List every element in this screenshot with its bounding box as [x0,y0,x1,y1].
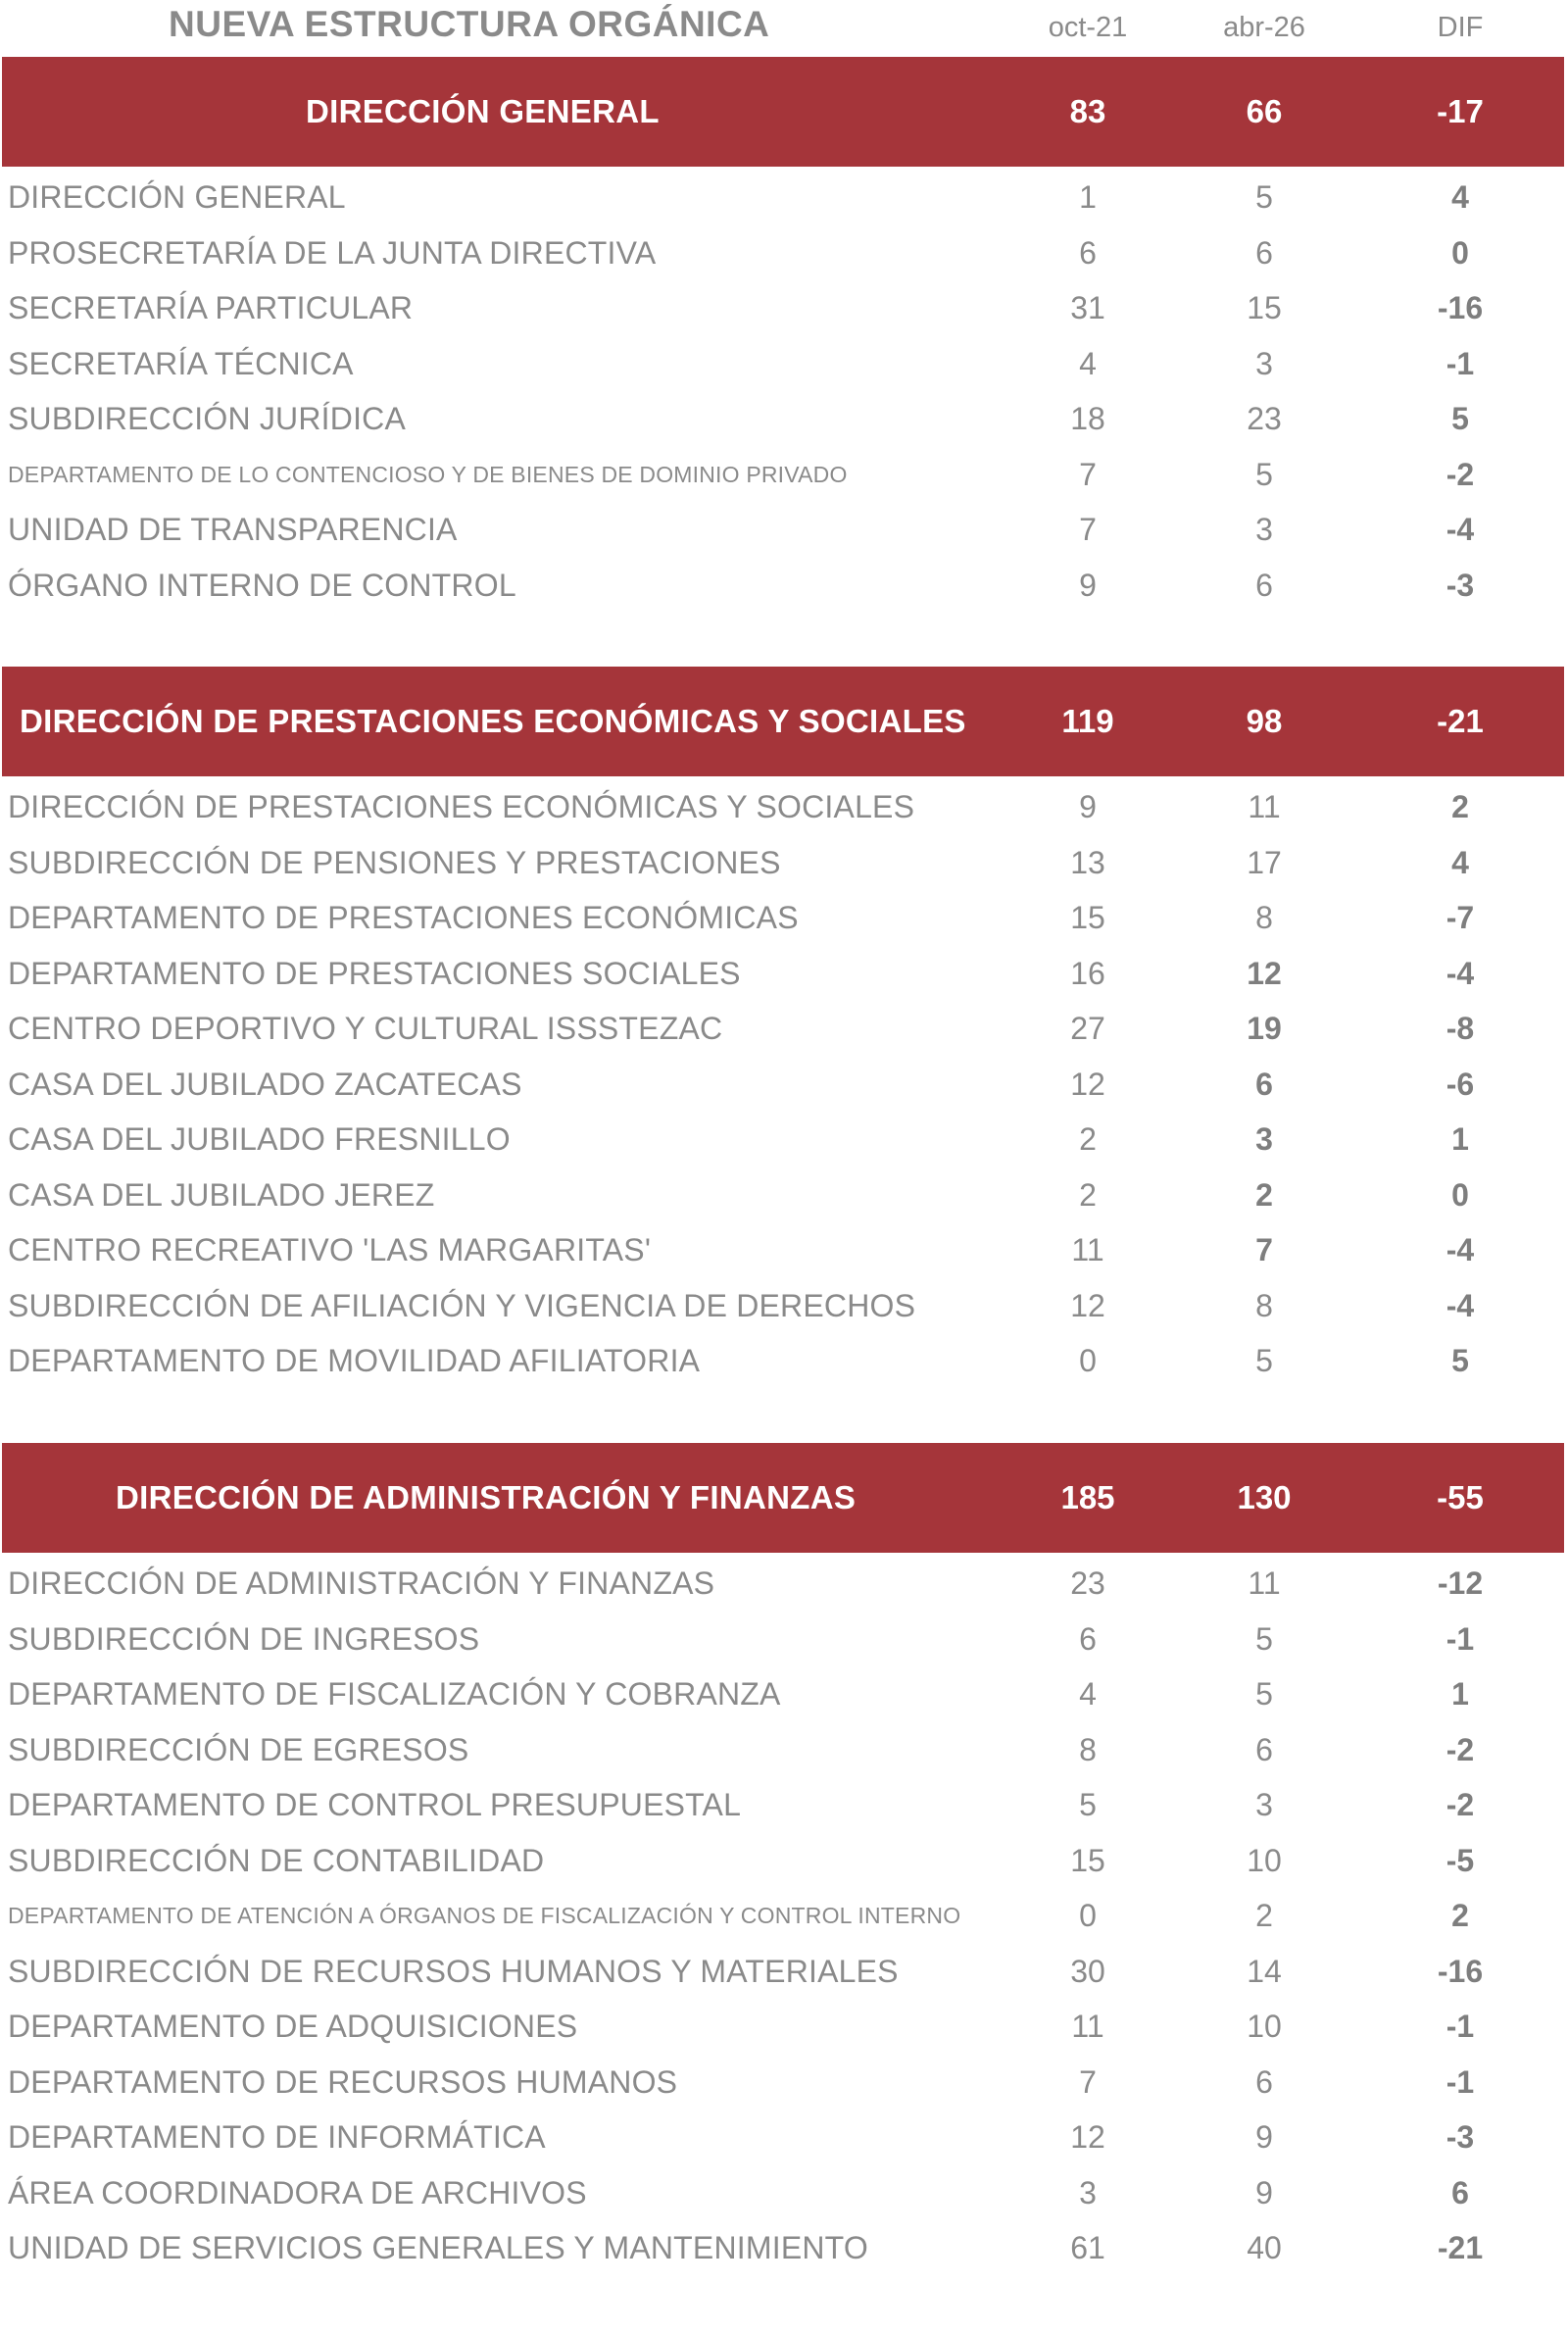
row-dif: -16 [1437,290,1484,325]
row-abr26: 23 [1247,401,1282,436]
row-dif: 0 [1451,234,1469,271]
row-name: CASA DEL JUBILADO ZACATECAS [8,1066,522,1102]
row-abr26: 12 [1247,955,1282,991]
table-row [0,1001,1568,1056]
row-dif: 1 [1451,1676,1469,1712]
table-row [0,447,1568,502]
table-row [0,502,1568,557]
row-oct21: 4 [1079,345,1097,381]
row-name: CENTRO RECREATIVO 'LAS MARGARITAS' [8,1232,652,1267]
table-row [0,1833,1568,1888]
row-name: DIRECCIÓN GENERAL [8,179,346,215]
table-row [0,890,1568,945]
row-name: CENTRO DEPORTIVO Y CULTURAL ISSSTEZAC [8,1011,723,1046]
row-name: DIRECCIÓN DE PRESTACIONES ECONÓMICAS Y SOCIALES [8,789,915,824]
row-name: SUBDIRECCIÓN DE CONTABILIDAD [8,1842,545,1878]
section-total-oct21: 119 [1061,703,1114,739]
row-name: CASA DEL JUBILADO JEREZ [8,1176,435,1213]
row-abr26: 8 [1255,900,1273,935]
row-name: DIRECCIÓN DE ADMINISTRACIÓN Y FINANZAS [8,1565,715,1601]
table-header [0,0,1568,55]
table-row [0,1612,1568,1666]
row-abr26: 5 [1255,1343,1273,1378]
row-abr26: 6 [1255,1731,1273,1767]
table-row [0,1222,1568,1277]
row-dif: -4 [1446,1287,1475,1323]
section-total-abr26: 98 [1246,703,1283,739]
column-header-abr26: abr-26 [1223,12,1305,43]
page-title: NUEVA ESTRUCTURA ORGÁNICA [169,4,770,44]
row-dif: -1 [1446,345,1475,381]
row-dif: -7 [1446,900,1475,935]
row-abr26: 2 [1255,1176,1273,1213]
row-oct21: 0 [1079,1898,1097,1933]
row-dif: 5 [1451,1343,1469,1378]
row-oct21: 61 [1070,2230,1105,2265]
row-name: DEPARTAMENTO DE MOVILIDAD AFILIATORIA [8,1343,701,1378]
row-abr26: 5 [1255,456,1273,492]
table-row [0,170,1568,224]
row-name: PROSECRETARÍA DE LA JUNTA DIRECTIVA [8,234,657,271]
row-dif: -1 [1446,2009,1475,2044]
row-dif: -21 [1437,2230,1484,2265]
row-abr26: 5 [1255,1676,1273,1712]
row-dif: 2 [1451,1898,1469,1933]
row-abr26: 10 [1247,1842,1282,1878]
table-row [0,1944,1568,1999]
table-row [0,1777,1568,1832]
section-total-dif: -17 [1437,93,1484,129]
row-dif: -8 [1446,1011,1475,1046]
row-abr26: 9 [1255,2174,1273,2210]
row-dif: 1 [1451,1121,1469,1157]
row-abr26: 6 [1255,567,1273,603]
row-oct21: 23 [1070,1565,1105,1601]
row-name: DEPARTAMENTO DE FISCALIZACIÓN Y COBRANZA [8,1676,781,1712]
table-row [0,280,1568,335]
table-row [0,1722,1568,1777]
row-dif: -1 [1446,1620,1475,1657]
table-row [0,1333,1568,1388]
row-abr26: 14 [1247,1953,1282,1989]
section-header-administracion [2,1443,1564,1553]
section-total-oct21: 83 [1069,93,1106,129]
row-name: SECRETARÍA PARTICULAR [8,290,414,325]
row-name: DEPARTAMENTO DE LO CONTENCIOSO Y DE BIENES DE DOMINIO PRIVADO [8,461,848,487]
row-oct21: 8 [1079,1731,1097,1767]
row-dif: -4 [1446,512,1475,547]
row-oct21: 9 [1079,567,1097,603]
row-dif: 0 [1451,1176,1469,1213]
table-row [0,1167,1568,1222]
row-oct21: 11 [1071,2009,1104,2044]
row-abr26: 6 [1255,1066,1273,1102]
row-abr26: 5 [1255,179,1273,215]
section-total-dif: -55 [1437,1479,1484,1515]
row-oct21: 5 [1079,1787,1097,1822]
section-title: DIRECCIÓN DE PRESTACIONES ECONÓMICAS Y SOCIALES [20,703,966,739]
row-dif: -12 [1437,1565,1484,1601]
row-oct21: 15 [1070,1842,1105,1878]
row-abr26: 8 [1255,1287,1273,1323]
table-row [0,1999,1568,2054]
row-oct21: 12 [1070,1066,1105,1102]
row-name: DEPARTAMENTO DE PRESTACIONES SOCIALES [8,955,741,991]
row-oct21: 0 [1079,1343,1097,1378]
row-oct21: 16 [1070,955,1105,991]
row-name: DEPARTAMENTO DE CONTROL PRESUPUESTAL [8,1787,742,1822]
row-abr26: 11 [1248,1565,1281,1601]
section-header-direccion-general [2,57,1564,167]
row-name: SUBDIRECCIÓN DE INGRESOS [8,1620,480,1657]
row-dif: -16 [1437,1953,1484,1989]
row-oct21: 15 [1070,900,1105,935]
section-title: DIRECCIÓN DE ADMINISTRACIÓN Y FINANZAS [116,1479,857,1515]
row-oct21: 6 [1079,1620,1097,1657]
table-row [0,1556,1568,1611]
row-dif: -3 [1446,567,1475,603]
row-name: SUBDIRECCIÓN DE EGRESOS [8,1731,469,1767]
row-name: CASA DEL JUBILADO FRESNILLO [8,1121,511,1157]
table-row [0,225,1568,280]
row-name: DEPARTAMENTO DE ATENCIÓN A ÓRGANOS DE FISCALIZACIÓN Y CONTROL INTERNO [8,1903,961,1928]
row-dif: 2 [1451,789,1469,824]
row-oct21: 2 [1079,1121,1097,1157]
row-oct21: 12 [1070,1287,1105,1323]
column-header-dif: DIF [1437,12,1484,43]
row-dif: 4 [1451,179,1469,215]
row-oct21: 11 [1071,1232,1104,1267]
row-abr26: 3 [1255,1787,1273,1822]
table-row [0,1057,1568,1112]
section-header-prestaciones [2,667,1564,776]
section-total-dif: -21 [1437,703,1484,739]
row-oct21: 7 [1079,456,1097,492]
row-abr26: 9 [1255,2119,1273,2155]
row-abr26: 6 [1255,2063,1273,2100]
table-row [0,946,1568,1001]
table-row [0,1888,1568,1943]
section-total-oct21: 185 [1060,1479,1115,1515]
row-name: UNIDAD DE SERVICIOS GENERALES Y MANTENIMIENTO [8,2230,868,2265]
row-abr26: 3 [1255,345,1273,381]
row-name: SUBDIRECCIÓN DE AFILIACIÓN Y VIGENCIA DE DERECHOS [8,1287,916,1323]
row-abr26: 2 [1255,1898,1273,1933]
row-oct21: 6 [1079,234,1097,271]
table-row [0,2220,1568,2275]
row-dif: 4 [1451,844,1469,880]
row-name: DEPARTAMENTO DE ADQUISICIONES [8,2009,578,2044]
row-dif: -3 [1446,2119,1475,2155]
table-row [0,1278,1568,1333]
row-abr26: 5 [1255,1620,1273,1657]
table-row [0,391,1568,446]
row-name: DEPARTAMENTO DE INFORMÁTICA [8,2119,546,2155]
row-dif: -4 [1446,1232,1475,1267]
row-dif: 6 [1451,2174,1469,2210]
row-abr26: 7 [1255,1232,1273,1267]
row-dif: -2 [1446,1731,1475,1767]
row-oct21: 31 [1070,290,1105,325]
row-oct21: 7 [1079,2063,1097,2100]
row-oct21: 12 [1070,2119,1105,2155]
row-abr26: 15 [1247,290,1282,325]
row-dif: -5 [1446,1842,1475,1878]
row-dif: -2 [1446,1787,1475,1822]
table-row [0,2110,1568,2164]
row-abr26: 19 [1247,1011,1282,1046]
row-abr26: 3 [1255,1121,1273,1157]
row-oct21: 1 [1079,179,1097,215]
row-name: ÁREA COORDINADORA DE ARCHIVOS [8,2174,587,2210]
row-dif: 5 [1451,401,1469,436]
row-oct21: 9 [1079,789,1097,824]
section-title: DIRECCIÓN GENERAL [306,93,660,129]
section-total-abr26: 130 [1237,1479,1292,1515]
row-name: DEPARTAMENTO DE PRESTACIONES ECONÓMICAS [8,900,799,935]
column-header-oct21: oct-21 [1048,12,1128,43]
row-oct21: 7 [1079,512,1097,547]
row-dif: -6 [1446,1066,1475,1102]
row-oct21: 2 [1079,1176,1097,1213]
table-row [0,835,1568,890]
row-name: SUBDIRECCIÓN DE RECURSOS HUMANOS Y MATERIALES [8,1953,899,1989]
row-name: SUBDIRECCIÓN JURÍDICA [8,401,407,436]
row-name: UNIDAD DE TRANSPARENCIA [8,512,458,547]
row-abr26: 10 [1247,2009,1282,2044]
row-oct21: 30 [1070,1953,1105,1989]
table-row [0,558,1568,613]
row-name: DEPARTAMENTO DE RECURSOS HUMANOS [8,2063,678,2100]
row-oct21: 13 [1070,844,1105,880]
table-row [0,1666,1568,1721]
row-oct21: 27 [1070,1011,1105,1046]
row-abr26: 11 [1248,789,1281,824]
table-row [0,2165,1568,2220]
table-row [0,1112,1568,1167]
row-dif: -2 [1446,456,1475,492]
row-abr26: 40 [1247,2230,1282,2265]
row-dif: -1 [1446,2063,1475,2100]
row-dif: -4 [1446,955,1475,991]
section-total-abr26: 66 [1246,93,1283,129]
row-name: SUBDIRECCIÓN DE PENSIONES Y PRESTACIONES [8,844,781,880]
table-row [0,2055,1568,2110]
row-abr26: 3 [1255,512,1273,547]
table-row [0,336,1568,391]
row-oct21: 4 [1079,1676,1097,1712]
row-abr26: 17 [1247,844,1282,880]
row-name: SECRETARÍA TÉCNICA [8,345,354,381]
table-row [0,779,1568,834]
row-abr26: 6 [1255,234,1273,271]
row-oct21: 3 [1079,2174,1097,2210]
row-oct21: 18 [1070,401,1105,436]
row-name: ÓRGANO INTERNO DE CONTROL [8,567,516,603]
